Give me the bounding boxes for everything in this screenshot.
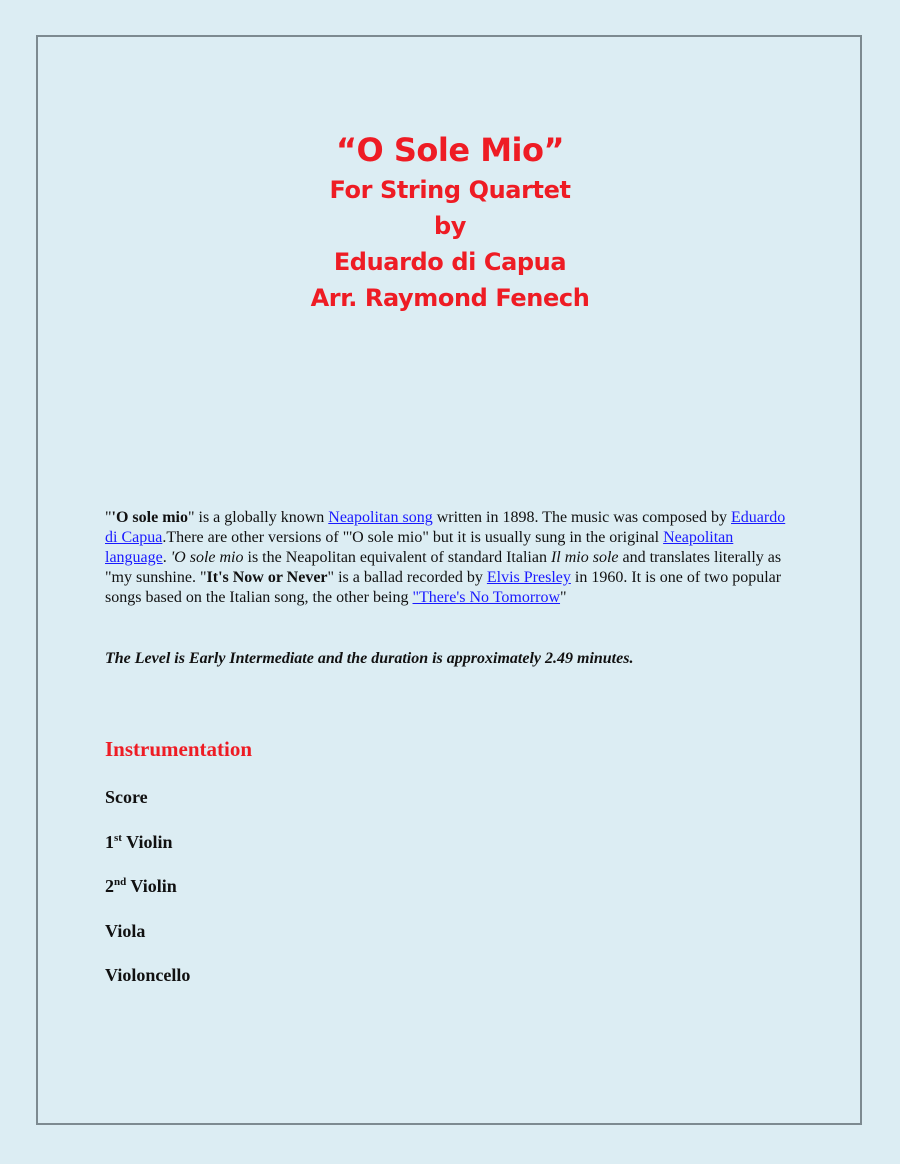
instrument-name: Violin [121,831,173,852]
ordinal-suffix: nd [114,876,127,888]
instrument-item [105,964,190,1009]
eduardo-di-capua-link[interactable]: Eduardo di Capua [105,509,786,546]
instrument-name: Viola [105,920,146,941]
desc-text: . [162,549,171,566]
desc-text: " [560,589,567,606]
instrument-name: Violin [126,876,177,896]
italic-il-mio-sole: Il mio sole [550,549,619,566]
instrument-item [105,875,190,920]
its-now-or-never: It's Now or Never [206,569,328,586]
instrument-item [105,920,190,965]
neapolitan-song-link[interactable]: Neapolitan song [328,509,433,526]
italic-song-name: 'O sole mio [170,549,244,566]
instrument-name: Score [105,787,148,807]
desc-text: written in 1898. The music was composed by [432,509,732,526]
desc-text: " is a ballad recorded by [327,569,487,586]
instrumentation-list [105,786,190,1009]
desc-text: is the Neapolitan equivalent of standard Italian [243,549,551,566]
neapolitan-language-link[interactable]: Neapolitan language [105,529,734,566]
desc-text: " [105,509,112,526]
title-block [0,128,900,316]
instrumentation-heading: Instrumentation [105,737,253,761]
desc-text: in 1960. It is one of two popular songs based on the Italian song, the other being [105,569,782,606]
song-name: 'O sole mio [111,509,188,526]
description-paragraph [105,508,795,608]
composer: Eduardo di Capua [333,248,567,276]
instrument-item [105,831,190,876]
instrument-ordinal: 1 [105,831,114,852]
level-note: The Level is Early Intermediate and the duration is approximately 2.49 minutes. [105,650,634,667]
desc-text: " is a globally known [187,509,329,526]
desc-text: .There are other versions of "'O sole mio" but it is usually sung in the original [162,529,664,546]
arranger: Arr. Raymond Fenech [310,284,590,312]
desc-text: and translates literally as "my sunshine. " [105,549,782,586]
instrument-ordinal: 2 [105,876,114,896]
subtitle: For String Quartet [329,176,571,204]
theres-no-tomorrow-link[interactable]: "There's No Tomorrow [412,589,561,606]
by-label: by [433,212,467,240]
instrument-item [105,786,190,831]
ordinal-suffix: st [114,831,122,844]
instrument-name: Violoncello [105,965,191,985]
song-title: “O Sole Mio” [335,131,565,169]
elvis-presley-link[interactable]: Elvis Presley [486,569,571,586]
